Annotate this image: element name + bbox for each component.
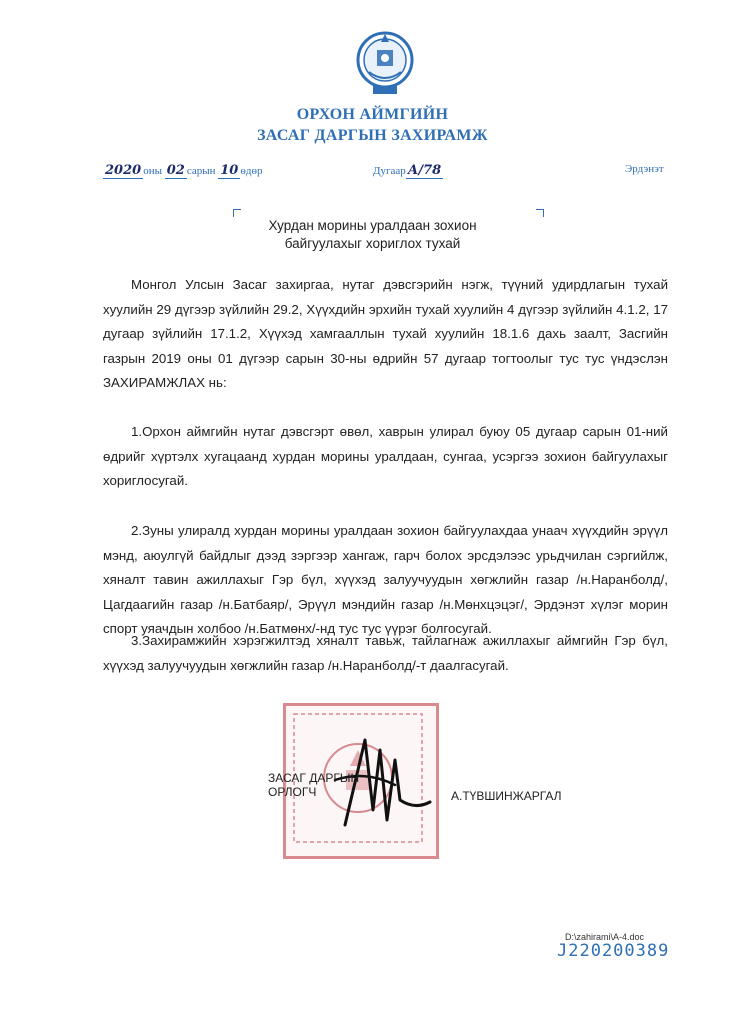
date-line <box>103 163 262 179</box>
document-subject <box>0 217 745 253</box>
file-path: D:\zahirami\A-4.doc <box>565 932 645 942</box>
item-1-paragraph <box>103 420 668 494</box>
header-line-1: ОРХОН АЙМГИЙН <box>296 106 449 123</box>
signatory-title <box>268 771 359 799</box>
date-day-label: өдөр <box>240 165 263 177</box>
date-month: 02 <box>166 163 185 178</box>
signatory-title-line-1: ЗАСАГ ДАРГЫН <box>268 771 360 785</box>
header-line-2: ЗАСАГ ДАРГЫН ЗАХИРАМЖ <box>257 127 488 144</box>
item-3-text: 3.Захирамжийн хэрэгжилтэд хяналт тавьж, тайлагнаж ажиллахыг аймгийн Гэр бүл, хүүхэд залуучуудын хөгжлийн газар /н.Наранболд/-т даалгасугай. <box>103 633 668 673</box>
date-year: 2020 <box>105 163 142 178</box>
date-month-label: сарын <box>186 165 216 177</box>
date-day: 10 <box>220 163 239 178</box>
subject-line-1: Хурдан морины уралдаан зохион <box>268 218 477 233</box>
number-label: Дугаар <box>373 165 406 177</box>
number-line <box>373 163 443 179</box>
signatory-name: А.ТҮВШИНЖАРГАЛ <box>451 789 562 803</box>
intro-paragraph <box>103 273 668 396</box>
bracket-left <box>233 209 241 217</box>
signatory-title-line-2: ОРЛОГЧ <box>268 785 317 799</box>
bracket-right <box>536 209 544 217</box>
item-2-paragraph <box>103 519 668 642</box>
number-value: А/78 <box>407 163 442 178</box>
place-label: Эрдэнэт <box>625 163 664 175</box>
document-code: J220200389 <box>557 941 670 961</box>
item-1-text: 1.Орхон аймгийн нутаг дэвсгэрт өвөл, хаврын улирал буюу 05 дугаар сарын 01-ний өдрийг хүртэлх хугацаанд хурдан морины уралдаан, сунгаа, усэргээ зохион байгуулахыг хориглосугай. <box>103 424 668 488</box>
date-year-label: оны <box>143 165 162 177</box>
subject-line-2: байгуулахыг хориглох тухай <box>284 236 461 251</box>
intro-text: Монгол Улсын Засаг захиргаа, нутаг дэвсгэрийн нэгж, түүний удирдлагын тухай хуулийн 29 дүгээр зүйлийн 29.2, Хүүхдийн эрхийн тухай хуулийн 4 дүгээр зүйлийн 4.1.2, 17 дугаар зүйлийн 17.1.2, Хүүхэд хамгааллын тухай хуулийн 18.1.6 дахь заалт, Засгийн газрын 2019 оны 01 дүгээр сарын 30-ны өдрийн 57 дугаар тогтоолыг тус тус үндэслэн ЗАХИРАМЖЛАХ нь: <box>103 277 668 390</box>
item-2-text: 2.Зуны улиралд хурдан морины уралдаан зохион байгуулахдаа унаач хүүхдийн эрүүл мэнд, аюулгүй байдлыг дээд зэргээр хангаж, гарч болох эрсдэлээс урьдчилан сэргийлж, хяналт тавин ажиллахыг Гэр бүл, хүүхэд залуучуудын хөгжлийн газар /н.Наранболд/, Цагдаагийн газар /н.Батбаяр/, Эрүүл мэндийн газар /н.Мөнхцэцэг/, Эрдэнэт хүлэг морин спорт уяачдын холбоо /н.Батмөнх/-нд тус тус үүрэг болгосугай. <box>103 523 668 636</box>
state-emblem-icon <box>355 28 415 100</box>
item-3-paragraph <box>103 629 668 678</box>
